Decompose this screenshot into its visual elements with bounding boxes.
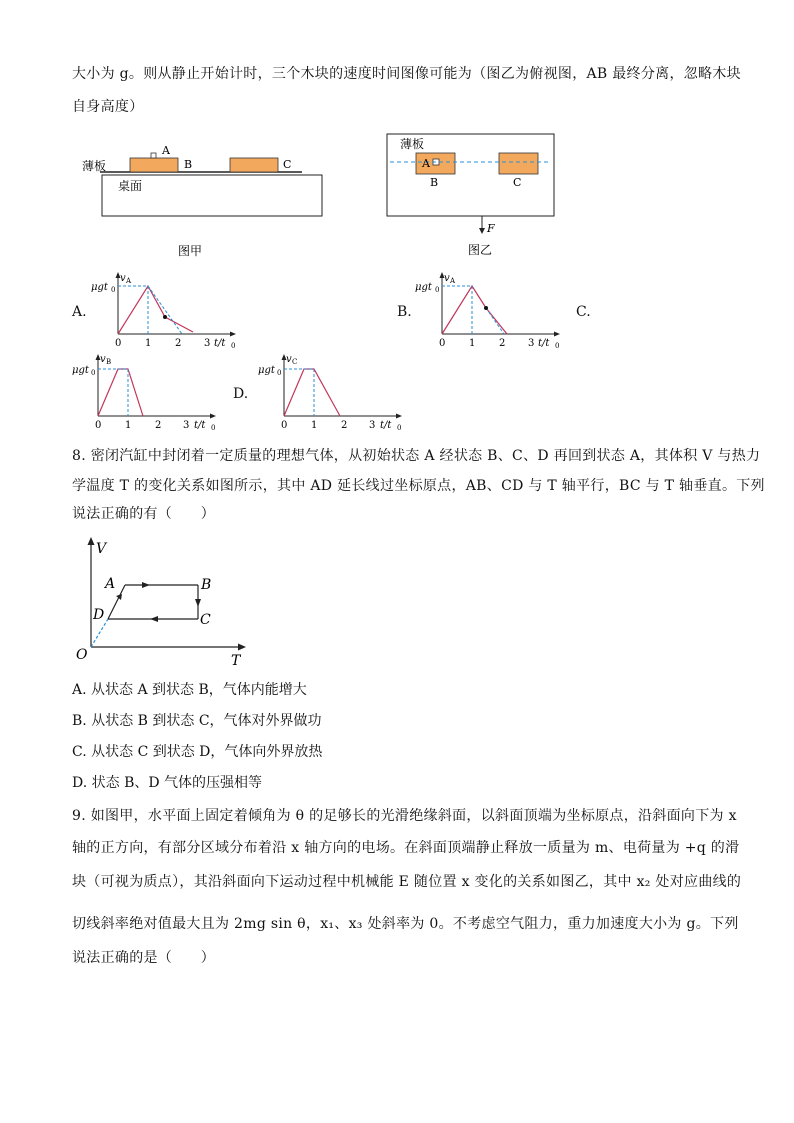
arrow-cd xyxy=(150,616,158,622)
axis-v: v xyxy=(120,273,126,284)
label-t: T xyxy=(231,653,241,669)
x-arrow xyxy=(396,414,402,419)
tick-2: 2 xyxy=(175,338,182,349)
axis-t: t/t xyxy=(194,420,206,431)
q9-text-line-2: 轴的正方向，有部分区域分布着沿 x 轴方向的电场。在斜面顶端静止释放一质量为 m、电荷量为 +q 的滑 xyxy=(72,840,740,856)
label-b-top: B xyxy=(430,176,439,189)
tick-1: 1 xyxy=(145,338,152,349)
label-c: C xyxy=(200,612,211,628)
x-arrow xyxy=(230,332,236,337)
caption-yi: 图乙 xyxy=(468,243,493,257)
axis-t-sub: 0 xyxy=(211,424,216,432)
q8-vt-diagram xyxy=(72,535,252,670)
axis-t-sub: 0 xyxy=(397,424,402,432)
t-arrow xyxy=(238,644,246,651)
turn-point xyxy=(163,315,167,319)
force-arrow-head xyxy=(479,228,485,234)
axis-mugt-sub: 0 xyxy=(435,286,440,294)
axis-mugt: μgt xyxy=(72,365,89,376)
series-line-1 xyxy=(98,369,143,416)
series-line-1 xyxy=(442,286,507,334)
tick-3: 3 xyxy=(528,338,535,349)
q7-option-c-label: C. xyxy=(576,304,591,320)
tick-3: 3 xyxy=(369,420,376,431)
q7-option-d-label: D. xyxy=(233,386,249,402)
axis-t: t/t xyxy=(214,338,226,349)
tick-1: 1 xyxy=(125,420,132,431)
axis-mugt-sub: 0 xyxy=(111,286,116,294)
arrow-bc xyxy=(195,599,201,607)
tick-3: 3 xyxy=(183,420,190,431)
q9-text-line-5: 说法正确的是（ ） xyxy=(72,950,215,966)
axis-v-sub: B xyxy=(106,358,112,366)
tick-2: 2 xyxy=(499,338,506,349)
tick-2: 2 xyxy=(341,420,348,431)
q8-option-b: B. 从状态 B 到状态 C，气体对外界做功 xyxy=(72,713,322,729)
label-d: D xyxy=(93,607,105,623)
tick-0: 0 xyxy=(281,420,288,431)
x-arrow xyxy=(210,414,216,419)
label-a: A xyxy=(162,144,170,157)
q7-option-d-graph xyxy=(258,350,408,432)
label-c-top: C xyxy=(513,176,522,189)
tick-0: 0 xyxy=(115,338,122,349)
x-arrow xyxy=(554,332,560,337)
label-board: 薄板 xyxy=(82,159,107,173)
caption-jia: 图甲 xyxy=(178,244,203,258)
q9-text-line-1: 9. 如图甲，水平面上固定着倾角为 θ 的足够长的光滑绝缘斜面，以斜面顶端为坐标原点，沿斜面向下为 x xyxy=(72,808,737,824)
label-f: F xyxy=(487,222,495,235)
q8-option-c: C. 从状态 C 到状态 D，气体向外界放热 xyxy=(72,744,323,760)
label-v: V xyxy=(96,541,107,557)
series-line-1 xyxy=(284,369,340,416)
label-table: 桌面 xyxy=(118,179,143,193)
block-a xyxy=(151,153,156,158)
axis-t: t/t xyxy=(538,338,550,349)
label-o: O xyxy=(76,647,88,663)
q7-option-a-label: A. xyxy=(72,304,87,320)
axis-mugt: μgt xyxy=(258,365,275,376)
axis-t: t/t xyxy=(380,420,392,431)
q8-option-d: D. 状态 B、D 气体的压强相等 xyxy=(72,775,263,791)
axis-mugt: μgt xyxy=(415,282,432,293)
v-arrow xyxy=(88,537,95,545)
q7-text-line-2: 自身高度） xyxy=(72,99,144,115)
tick-2: 2 xyxy=(155,420,162,431)
figure-jia xyxy=(78,140,338,265)
label-a: A xyxy=(105,576,116,592)
axis-v: v xyxy=(100,354,106,365)
tick-1: 1 xyxy=(469,338,476,349)
extension-od xyxy=(91,619,108,647)
ref-line-slope xyxy=(148,286,182,334)
axis-t-sub: 0 xyxy=(555,342,560,350)
q7-text-line-1: 大小为 g。则从静止开始计时，三个木块的速度时间图像可能为（图乙为俯视图，AB 最终分离，忽略木块 xyxy=(72,66,741,82)
axis-mugt: μgt xyxy=(91,282,108,293)
label-b: B xyxy=(184,158,193,171)
q7-option-a-graph xyxy=(90,270,240,352)
series-line-1 xyxy=(118,286,193,334)
axis-mugt-sub: 0 xyxy=(277,369,282,377)
label-b: B xyxy=(201,577,212,593)
axis-mugt-sub: 0 xyxy=(91,369,96,377)
tick-0: 0 xyxy=(439,338,446,349)
q8-text-line-2: 学温度 T 的变化关系如图所示，其中 AD 延长线过坐标原点，AB、CD 与 T 轴平行，BC 与 T 轴垂直。下列 xyxy=(72,478,765,494)
axis-v-sub: A xyxy=(450,277,456,285)
axis-v-sub: C xyxy=(292,358,298,366)
q7-option-c-graph xyxy=(72,350,222,432)
axis-v-sub: A xyxy=(126,277,132,285)
turn-point xyxy=(484,306,488,310)
figure-yi xyxy=(380,128,565,263)
tick-0: 0 xyxy=(95,420,102,431)
tick-3: 3 xyxy=(204,338,211,349)
q7-option-b-label: B. xyxy=(397,304,412,320)
q8-option-a: A. 从状态 A 到状态 B，气体内能增大 xyxy=(72,682,307,698)
q9-text-line-3: 块（可视为质点），其沿斜面向下运动过程中机械能 E 随位置 x 变化的关系如图乙，其中 x₂ 处对应曲线的 xyxy=(72,874,742,890)
arrow-da xyxy=(116,594,122,600)
q9-text-line-4: 切线斜率绝对值最大且为 2mg sin θ，x₁、x₃ 处斜率为 0。不考虑空气阻力，重力加速度大小为 g。下列 xyxy=(72,916,739,932)
q7-option-b-graph xyxy=(414,270,564,352)
axis-v: v xyxy=(444,273,450,284)
tick-1: 1 xyxy=(311,420,318,431)
block-c-top xyxy=(499,153,538,174)
q8-text-line-1: 8. 密闭汽缸中封闭着一定质量的理想气体，从初始状态 A 经状态 B、C、D 再回到状态 A，其体积 V 与热力 xyxy=(72,448,761,464)
block-c xyxy=(230,158,278,172)
label-a-top: A xyxy=(422,157,430,170)
q8-text-line-3: 说法正确的有（ ） xyxy=(72,506,215,522)
label-c: C xyxy=(283,158,292,171)
axis-t-sub: 0 xyxy=(231,342,236,350)
arrow-ab xyxy=(142,582,150,588)
axis-v: v xyxy=(286,354,292,365)
label-board-top: 薄板 xyxy=(400,137,425,151)
block-b xyxy=(130,158,178,172)
